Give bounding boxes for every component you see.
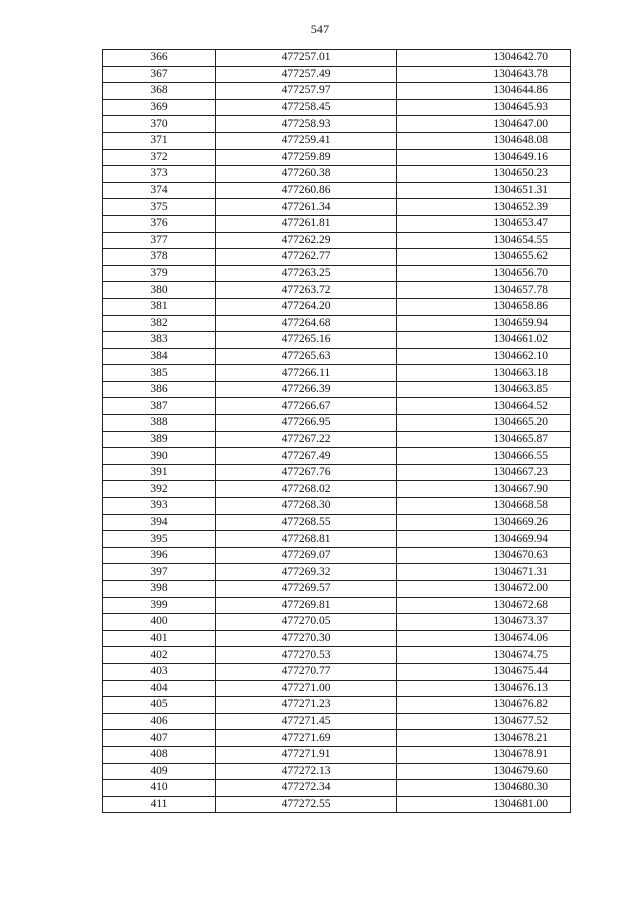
table-row <box>103 531 571 548</box>
table-row <box>103 199 571 216</box>
point-number-cell: 366 <box>103 50 216 67</box>
coordinates-table <box>102 49 571 813</box>
y-coordinate-cell: 1304649.16 <box>397 149 571 166</box>
y-coordinate-cell: 1304667.90 <box>397 481 571 498</box>
table-row <box>103 166 571 183</box>
table-row <box>103 663 571 680</box>
table-row <box>103 315 571 332</box>
y-coordinate-cell: 1304681.00 <box>397 796 571 813</box>
table-row <box>103 564 571 581</box>
x-coordinate-cell: 477263.72 <box>216 282 397 299</box>
x-coordinate-cell: 477262.29 <box>216 232 397 249</box>
y-coordinate-cell: 1304659.94 <box>397 315 571 332</box>
table-row <box>103 381 571 398</box>
point-number-cell: 368 <box>103 83 216 100</box>
x-coordinate-cell: 477271.00 <box>216 680 397 697</box>
table-row <box>103 215 571 232</box>
x-coordinate-cell: 477271.45 <box>216 713 397 730</box>
point-number-cell: 373 <box>103 166 216 183</box>
point-number-cell: 371 <box>103 132 216 149</box>
y-coordinate-cell: 1304674.75 <box>397 647 571 664</box>
x-coordinate-cell: 477270.53 <box>216 647 397 664</box>
point-number-cell: 385 <box>103 365 216 382</box>
y-coordinate-cell: 1304656.70 <box>397 265 571 282</box>
point-number-cell: 399 <box>103 597 216 614</box>
point-number-cell: 370 <box>103 116 216 133</box>
x-coordinate-cell: 477269.57 <box>216 581 397 598</box>
x-coordinate-cell: 477259.41 <box>216 132 397 149</box>
table-row <box>103 398 571 415</box>
point-number-cell: 405 <box>103 697 216 714</box>
point-number-cell: 398 <box>103 581 216 598</box>
table-row <box>103 448 571 465</box>
point-number-cell: 367 <box>103 66 216 83</box>
x-coordinate-cell: 477261.34 <box>216 199 397 216</box>
table-row <box>103 498 571 515</box>
y-coordinate-cell: 1304672.68 <box>397 597 571 614</box>
y-coordinate-cell: 1304657.78 <box>397 282 571 299</box>
table-row <box>103 763 571 780</box>
point-number-cell: 396 <box>103 547 216 564</box>
x-coordinate-cell: 477260.86 <box>216 182 397 199</box>
y-coordinate-cell: 1304658.86 <box>397 298 571 315</box>
table-row <box>103 298 571 315</box>
point-number-cell: 381 <box>103 298 216 315</box>
x-coordinate-cell: 477269.32 <box>216 564 397 581</box>
y-coordinate-cell: 1304671.31 <box>397 564 571 581</box>
table-row <box>103 149 571 166</box>
x-coordinate-cell: 477268.02 <box>216 481 397 498</box>
point-number-cell: 403 <box>103 663 216 680</box>
y-coordinate-cell: 1304675.44 <box>397 663 571 680</box>
x-coordinate-cell: 477262.77 <box>216 249 397 266</box>
point-number-cell: 382 <box>103 315 216 332</box>
x-coordinate-cell: 477257.49 <box>216 66 397 83</box>
x-coordinate-cell: 477261.81 <box>216 215 397 232</box>
y-coordinate-cell: 1304668.58 <box>397 498 571 515</box>
x-coordinate-cell: 477266.67 <box>216 398 397 415</box>
point-number-cell: 411 <box>103 796 216 813</box>
x-coordinate-cell: 477260.38 <box>216 166 397 183</box>
y-coordinate-cell: 1304678.21 <box>397 730 571 747</box>
x-coordinate-cell: 477270.05 <box>216 614 397 631</box>
table-row <box>103 431 571 448</box>
x-coordinate-cell: 477264.68 <box>216 315 397 332</box>
table-row <box>103 116 571 133</box>
point-number-cell: 397 <box>103 564 216 581</box>
table-row <box>103 746 571 763</box>
x-coordinate-cell: 477264.20 <box>216 298 397 315</box>
y-coordinate-cell: 1304662.10 <box>397 348 571 365</box>
point-number-cell: 377 <box>103 232 216 249</box>
point-number-cell: 408 <box>103 746 216 763</box>
table-row <box>103 464 571 481</box>
x-coordinate-cell: 477267.49 <box>216 448 397 465</box>
point-number-cell: 376 <box>103 215 216 232</box>
y-coordinate-cell: 1304680.30 <box>397 780 571 797</box>
y-coordinate-cell: 1304676.13 <box>397 680 571 697</box>
point-number-cell: 410 <box>103 780 216 797</box>
y-coordinate-cell: 1304664.52 <box>397 398 571 415</box>
table-row <box>103 249 571 266</box>
table-row <box>103 83 571 100</box>
table-row <box>103 547 571 564</box>
point-number-cell: 395 <box>103 531 216 548</box>
x-coordinate-cell: 477259.89 <box>216 149 397 166</box>
point-number-cell: 404 <box>103 680 216 697</box>
y-coordinate-cell: 1304673.37 <box>397 614 571 631</box>
table-row <box>103 581 571 598</box>
point-number-cell: 375 <box>103 199 216 216</box>
x-coordinate-cell: 477272.34 <box>216 780 397 797</box>
y-coordinate-cell: 1304670.63 <box>397 547 571 564</box>
y-coordinate-cell: 1304644.86 <box>397 83 571 100</box>
table-row <box>103 66 571 83</box>
y-coordinate-cell: 1304655.62 <box>397 249 571 266</box>
y-coordinate-cell: 1304676.82 <box>397 697 571 714</box>
x-coordinate-cell: 477257.01 <box>216 50 397 67</box>
point-number-cell: 378 <box>103 249 216 266</box>
x-coordinate-cell: 477271.23 <box>216 697 397 714</box>
y-coordinate-cell: 1304651.31 <box>397 182 571 199</box>
table-row <box>103 348 571 365</box>
y-coordinate-cell: 1304654.55 <box>397 232 571 249</box>
y-coordinate-cell: 1304669.26 <box>397 514 571 531</box>
point-number-cell: 393 <box>103 498 216 515</box>
point-number-cell: 390 <box>103 448 216 465</box>
y-coordinate-cell: 1304643.78 <box>397 66 571 83</box>
x-coordinate-cell: 477270.30 <box>216 630 397 647</box>
point-number-cell: 379 <box>103 265 216 282</box>
table-row <box>103 415 571 432</box>
y-coordinate-cell: 1304650.23 <box>397 166 571 183</box>
x-coordinate-cell: 477266.11 <box>216 365 397 382</box>
y-coordinate-cell: 1304653.47 <box>397 215 571 232</box>
x-coordinate-cell: 477263.25 <box>216 265 397 282</box>
y-coordinate-cell: 1304661.02 <box>397 332 571 349</box>
x-coordinate-cell: 477271.91 <box>216 746 397 763</box>
x-coordinate-cell: 477267.76 <box>216 464 397 481</box>
point-number-cell: 407 <box>103 730 216 747</box>
point-number-cell: 386 <box>103 381 216 398</box>
x-coordinate-cell: 477268.81 <box>216 531 397 548</box>
table-row <box>103 365 571 382</box>
x-coordinate-cell: 477265.63 <box>216 348 397 365</box>
table-row <box>103 182 571 199</box>
x-coordinate-cell: 477272.55 <box>216 796 397 813</box>
point-number-cell: 400 <box>103 614 216 631</box>
page-number: 547 <box>310 22 330 36</box>
x-coordinate-cell: 477258.93 <box>216 116 397 133</box>
x-coordinate-cell: 477270.77 <box>216 663 397 680</box>
point-number-cell: 374 <box>103 182 216 199</box>
table-row <box>103 99 571 116</box>
table-row <box>103 282 571 299</box>
x-coordinate-cell: 477268.30 <box>216 498 397 515</box>
x-coordinate-cell: 477266.39 <box>216 381 397 398</box>
x-coordinate-cell: 477272.13 <box>216 763 397 780</box>
point-number-cell: 388 <box>103 415 216 432</box>
y-coordinate-cell: 1304665.20 <box>397 415 571 432</box>
y-coordinate-cell: 1304645.93 <box>397 99 571 116</box>
y-coordinate-cell: 1304663.18 <box>397 365 571 382</box>
x-coordinate-cell: 477268.55 <box>216 514 397 531</box>
coordinates-table-body <box>103 50 571 813</box>
point-number-cell: 394 <box>103 514 216 531</box>
table-row <box>103 265 571 282</box>
point-number-cell: 387 <box>103 398 216 415</box>
table-row <box>103 697 571 714</box>
y-coordinate-cell: 1304663.85 <box>397 381 571 398</box>
point-number-cell: 369 <box>103 99 216 116</box>
y-coordinate-cell: 1304678.91 <box>397 746 571 763</box>
y-coordinate-cell: 1304679.60 <box>397 763 571 780</box>
table-row <box>103 232 571 249</box>
y-coordinate-cell: 1304674.06 <box>397 630 571 647</box>
table-row <box>103 630 571 647</box>
x-coordinate-cell: 477269.81 <box>216 597 397 614</box>
table-row <box>103 50 571 67</box>
y-coordinate-cell: 1304652.39 <box>397 199 571 216</box>
x-coordinate-cell: 477265.16 <box>216 332 397 349</box>
point-number-cell: 409 <box>103 763 216 780</box>
point-number-cell: 402 <box>103 647 216 664</box>
table-row <box>103 680 571 697</box>
point-number-cell: 406 <box>103 713 216 730</box>
point-number-cell: 389 <box>103 431 216 448</box>
point-number-cell: 372 <box>103 149 216 166</box>
point-number-cell: 380 <box>103 282 216 299</box>
x-coordinate-cell: 477266.95 <box>216 415 397 432</box>
x-coordinate-cell: 477257.97 <box>216 83 397 100</box>
x-coordinate-cell: 477267.22 <box>216 431 397 448</box>
point-number-cell: 383 <box>103 332 216 349</box>
table-row <box>103 597 571 614</box>
y-coordinate-cell: 1304665.87 <box>397 431 571 448</box>
table-row <box>103 730 571 747</box>
y-coordinate-cell: 1304669.94 <box>397 531 571 548</box>
table-row <box>103 481 571 498</box>
y-coordinate-cell: 1304667.23 <box>397 464 571 481</box>
y-coordinate-cell: 1304647.00 <box>397 116 571 133</box>
table-row <box>103 713 571 730</box>
table-row <box>103 780 571 797</box>
y-coordinate-cell: 1304666.55 <box>397 448 571 465</box>
table-row <box>103 332 571 349</box>
table-row <box>103 132 571 149</box>
point-number-cell: 392 <box>103 481 216 498</box>
table-row <box>103 614 571 631</box>
point-number-cell: 401 <box>103 630 216 647</box>
table-row <box>103 796 571 813</box>
table-row <box>103 514 571 531</box>
point-number-cell: 391 <box>103 464 216 481</box>
x-coordinate-cell: 477258.45 <box>216 99 397 116</box>
point-number-cell: 384 <box>103 348 216 365</box>
y-coordinate-cell: 1304648.08 <box>397 132 571 149</box>
table-row <box>103 647 571 664</box>
y-coordinate-cell: 1304677.52 <box>397 713 571 730</box>
x-coordinate-cell: 477271.69 <box>216 730 397 747</box>
x-coordinate-cell: 477269.07 <box>216 547 397 564</box>
y-coordinate-cell: 1304672.00 <box>397 581 571 598</box>
y-coordinate-cell: 1304642.70 <box>397 50 571 67</box>
